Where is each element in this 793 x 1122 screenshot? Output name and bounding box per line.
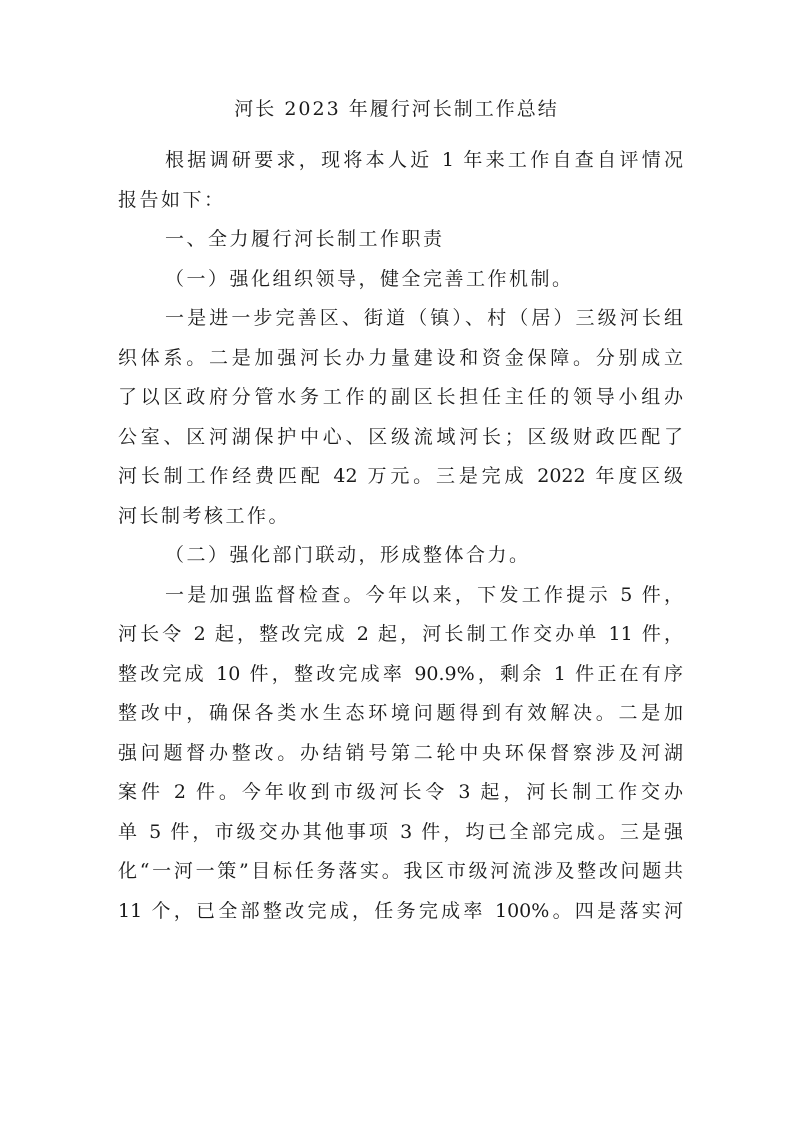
paragraph-line: 织体系。二是加强河长办力量建设和资金保障。分别成立 — [118, 346, 683, 369]
paragraph-line: 11 个，已全部整改完成，任务完成率 100%。四是落实河 — [118, 899, 683, 922]
subsection-heading: （一）强化组织领导，健全完善工作机制。 — [165, 267, 574, 290]
paragraph-line: 化“一河一策”目标任务落实。我区市级河流涉及整改问题共 — [118, 860, 683, 882]
paragraph-line: 一是进一步完善区、街道（镇）、村（居）三级河长组 — [165, 307, 683, 329]
paragraph-line: 河长制考核工作。 — [118, 504, 291, 527]
paragraph-line: 整改中，确保各类水生态环境问题得到有效解决。二是加 — [118, 702, 683, 724]
paragraph-line: 公室、区河湖保护中心、区级流域河长；区级财政匹配了 — [118, 425, 683, 448]
section-heading: 一、全力履行河长制工作职责 — [165, 228, 445, 250]
paragraph-line: 一是加强监督检查。今年以来，下发工作提示 5 件， — [165, 583, 683, 606]
paragraph-line: 了以区政府分管水务工作的副区长担任主任的领导小组办 — [118, 386, 683, 408]
paragraph-line: 强问题督办整改。办结销号第二轮中央环保督察涉及河湖 — [118, 741, 683, 764]
paragraph-line: 河长令 2 起，整改完成 2 起，河长制工作交办单 11 件， — [118, 623, 683, 645]
paragraph-line: 单 5 件，市级交办其他事项 3 件，均已全部完成。三是强 — [118, 820, 683, 843]
paragraph-line: 整改完成 10 件，整改完成率 90.9%，剩余 1 件正在有序 — [118, 662, 683, 685]
paragraph-line: 根据调研要求，现将本人近 1 年来工作自查自评情况 — [165, 149, 683, 171]
document-title: 河长 2023 年履行河长制工作总结 — [234, 98, 559, 120]
paragraph-line: 河长制工作经费匹配 42 万元。三是完成 2022 年度区级 — [118, 465, 683, 487]
paragraph-line: 报告如下： — [118, 188, 226, 211]
subsection-heading: （二）强化部门联动，形成整体合力。 — [165, 544, 531, 566]
paragraph-line: 案件 2 件。今年收到市级河长令 3 起，河长制工作交办 — [118, 781, 683, 803]
